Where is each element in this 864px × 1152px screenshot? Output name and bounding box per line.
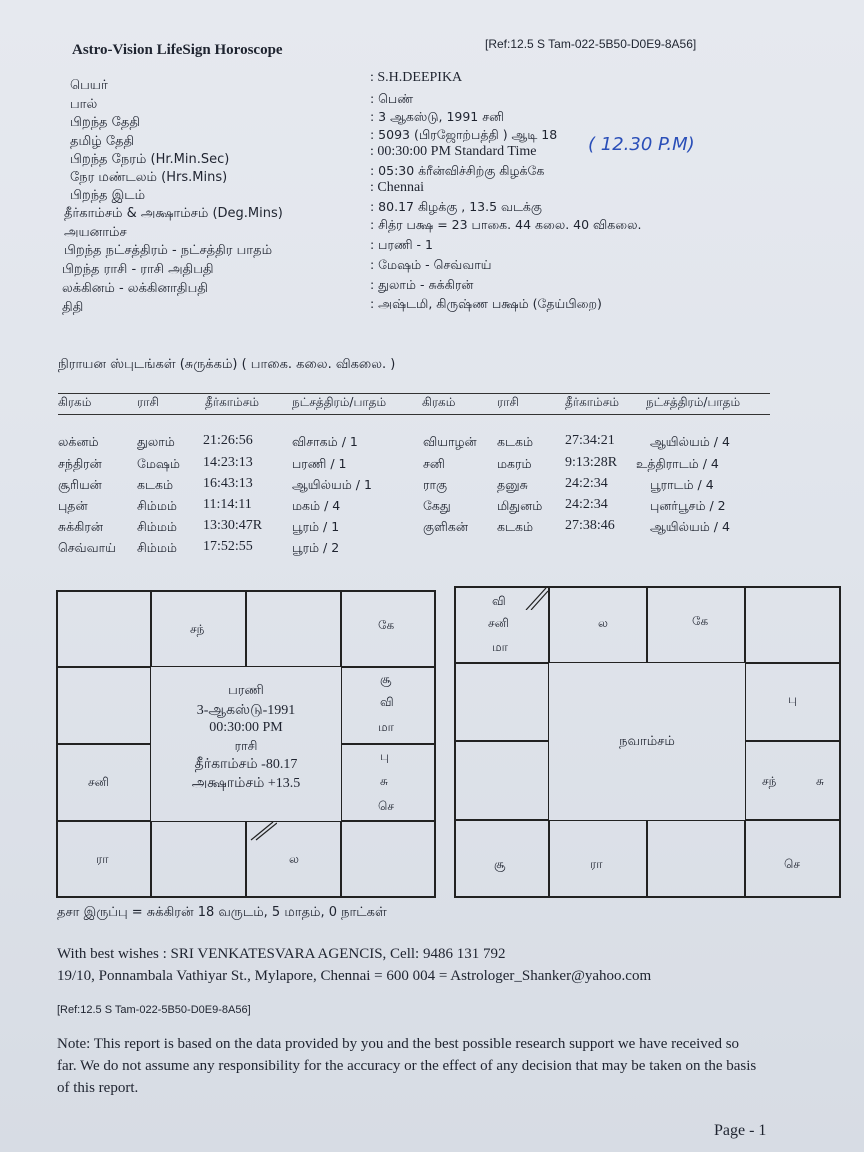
col-header: ராசி [137,395,159,409]
table-cell: துலாம் [137,434,175,449]
rasi-house [151,821,246,897]
rasi-house [151,591,246,667]
col-header: தீர்காம்சம் [565,395,619,409]
handwritten-time-note: ( 12.30 P.M) [588,134,695,155]
table-cell: 24:2:34 [565,497,608,512]
house-text: கே [692,614,709,628]
detail-label: தீர்காம்சம் & அக்ஷாம்சம் (Deg.Mins) [64,206,283,221]
house-text: பு [380,749,389,763]
rasi-house [246,591,341,667]
detail-value: : சித்ர பக்ஷ = 23 பாகை. 44 கலை. 40 விகலை. [370,217,642,232]
detail-label: அயனாம்ச [64,225,127,240]
detail-label: நேர மண்டலம் (Hrs.Mins) [70,170,228,185]
table-cell: வியாழன் [423,434,477,449]
footer-address: 19/10, Ponnambala Vathiyar St., Mylapore, Chennai = 600 004 = Astrologer_Shanker@yahoo.com [57,968,652,984]
footer-ref: [Ref:12.5 S Tam-022-5B50-D0E9-8A56] [57,1004,251,1016]
table-cell: புதன் [58,498,88,513]
table-cell: மகரம் [497,456,532,471]
detail-value: : துலாம் - சுக்கிரன் [370,277,474,292]
detail-label: பால் [70,97,98,112]
table-cell: குளிகன் [423,519,468,534]
rasi-house [341,667,435,744]
center-longitude: தீர்காம்சம் -80.17 [194,757,298,772]
dasa-balance: தசா இருப்பு = சுக்கிரன் 18 வருடம், 5 மாதம், 0 நாட்கள் [57,905,387,920]
house-text: மா [378,720,394,734]
footer-wishes: With best wishes : SRI VENKATESVARA AGENCIS, Cell: 9486 131 792 [57,946,506,962]
table-cell: மகம் / 4 [292,498,341,513]
house-text: ரா [96,852,109,866]
report-title: Astro-Vision LifeSign Horoscope [72,42,283,58]
navamsa-house [745,741,840,820]
center-latitude: அக்ஷாம்சம் +13.5 [191,776,301,791]
table-cell: பூரம் / 2 [292,540,340,555]
table-header-rule [58,414,770,415]
table-cell: சிம்மம் [137,498,177,513]
detail-label: பிறந்த நட்சத்திரம் - நட்சத்திர பாதம் [64,243,273,258]
detail-value: : 00:30:00 PM Standard Time [370,144,537,159]
house-text: சூ [380,672,392,686]
house-text: சனி [88,775,109,789]
rasi-house [57,821,151,897]
rasi-house [57,591,151,667]
table-cell: சூரியன் [58,477,102,492]
detail-label: பிறந்த இடம் [70,188,146,203]
table-cell: ஆயில்யம் / 4 [650,434,730,449]
detail-value: : 3 ஆகஸ்டு, 1991 சனி [370,109,505,124]
page-number: Page - 1 [714,1122,767,1139]
navamsa-house [745,820,840,897]
house-text: செ [378,799,394,813]
detail-label: தமிழ் தேதி [70,134,135,149]
table-cell: புனர்பூசம் / 2 [650,498,726,513]
navamsa-house [455,741,549,820]
report-ref: [Ref:12.5 S Tam-022-5B50-D0E9-8A56] [485,37,697,51]
table-cell: கடகம் [497,519,533,534]
lagna-mark-icon [247,822,277,842]
navamsa-chart [454,586,841,898]
disclaimer-note: Note: This report is based on the data provided by you and the best possible research support we have received so far. We do not assume any responsibility for the accuracy or the effect of any decision that may be taken on the basis of this report. [57,1036,757,1096]
col-header: தீர்காம்சம் [205,395,259,409]
house-text: வி [380,695,394,709]
table-top-rule [58,393,770,394]
table-cell: சனி [423,456,445,471]
detail-label: திதி [62,300,84,315]
table-cell: கடகம் [497,434,533,449]
table-cell: சிம்மம் [137,519,177,534]
detail-label: லக்கினம் - லக்கினாதிபதி [62,281,208,296]
table-cell: தனுசு [497,477,528,492]
table-cell: கடகம் [137,477,173,492]
detail-value: : அஷ்டமி, கிருஷ்ண பக்ஷம் (தேய்பிறை) [370,296,602,311]
rasi-center [151,667,341,821]
rasi-house [341,744,435,821]
house-text: ல [598,616,608,630]
table-cell: 17:52:55 [203,539,253,554]
house-text: சனி [488,616,509,630]
table-cell: சுக்கிரன் [58,519,103,534]
navamsa-center: நவாம்சம் [619,734,675,749]
table-cell: பரணி / 1 [292,456,347,471]
navamsa-house [692,587,840,663]
detail-value: : 80.17 கிழக்கு , 13.5 வடக்கு [370,199,542,214]
table-cell: 27:38:46 [565,518,615,533]
table-cell: 24:2:34 [565,476,608,491]
detail-value: : 05:30 க்ரீன்விச்சிற்கு கிழக்கே [370,163,545,178]
table-cell: விசாகம் / 1 [292,434,358,449]
table-cell: பூராடம் / 4 [650,477,714,492]
table-cell: உத்திராடம் / 4 [636,456,719,471]
col-header: நட்சத்திரம்/பாதம் [292,395,387,409]
table-cell: 9:13:28R [565,455,618,470]
col-header: கிரகம் [58,395,92,409]
col-header: கிரகம் [422,395,456,409]
table-cell: 11:14:11 [203,497,252,512]
rasi-house [341,591,435,667]
house-text: கே [378,618,395,632]
table-cell: சந்திரன் [58,456,102,471]
house-text: ல [289,852,299,866]
table-cell: 21:26:56 [203,433,253,448]
navamsa-house [549,820,647,897]
table-cell: ராகு [423,477,448,492]
rasi-house [246,821,341,897]
center-date: 3-ஆகஸ்டு-1991 [196,703,296,718]
house-text: ரா [590,857,603,871]
table-cell: 14:23:13 [203,455,253,470]
table-cell: 27:34:21 [565,433,615,448]
house-text: சந் [190,622,205,636]
col-header: நட்சத்திரம்/பாதம் [646,395,741,409]
house-text: சு [816,774,824,788]
house-text: செ [784,857,800,871]
detail-label: பிறந்த நேரம் (Hr.Min.Sec) [70,152,230,167]
col-header: ராசி [497,395,519,409]
rasi-house [57,667,151,744]
house-text: சு [380,774,388,788]
navamsa-house [647,820,745,897]
table-cell: மேஷம் [137,456,180,471]
center-rasi: ராசி [234,738,258,753]
detail-value: : Chennai [370,180,425,195]
house-text: மா [492,640,508,654]
detail-label: பெயர் [70,78,108,93]
table-cell: 16:43:13 [203,476,253,491]
table-cell: ஆயில்யம் / 4 [650,519,730,534]
planets-section-title: நிராயன ஸ்புடங்கள் (சுருக்கம்) ( பாகை. கலை. விகலை. ) [58,357,396,372]
table-cell: 13:30:47R [203,518,263,533]
center-time: 00:30:00 PM [209,720,283,735]
house-text: வி [492,594,506,608]
detail-label: பிறந்த ராசி - ராசி அதிபதி [62,262,214,277]
house-text: பு [788,692,797,706]
table-cell: பூரம் / 1 [292,519,340,534]
rasi-chart [56,590,436,898]
rasi-house [57,744,151,821]
navamsa-house [455,587,549,663]
detail-value: : மேஷம் - செவ்வாய் [370,257,492,272]
table-cell: லக்னம் [58,434,99,449]
lagna-mark-icon [524,588,548,610]
center-star: பரணி [228,683,264,698]
table-cell: சிம்மம் [137,540,177,555]
navamsa-house [455,820,549,897]
detail-label: பிறந்த தேதி [70,115,140,130]
detail-value: : S.H.DEEPIKA [370,70,463,85]
table-cell: செவ்வாய் [58,540,116,555]
house-text: சூ [494,857,506,871]
navamsa-house [745,663,840,741]
detail-value: : பெண் [370,91,414,106]
rasi-house [341,821,435,897]
detail-value: : பரணி - 1 [370,237,433,252]
table-cell: கேது [423,498,451,513]
navamsa-house [455,663,549,741]
table-cell: ஆயில்யம் / 1 [292,477,372,492]
table-cell: மிதுனம் [497,498,543,513]
detail-value: : 5093 (பிரஜோற்பத்தி ) ஆடி 18 [370,127,558,142]
house-text: சந் [762,774,777,788]
